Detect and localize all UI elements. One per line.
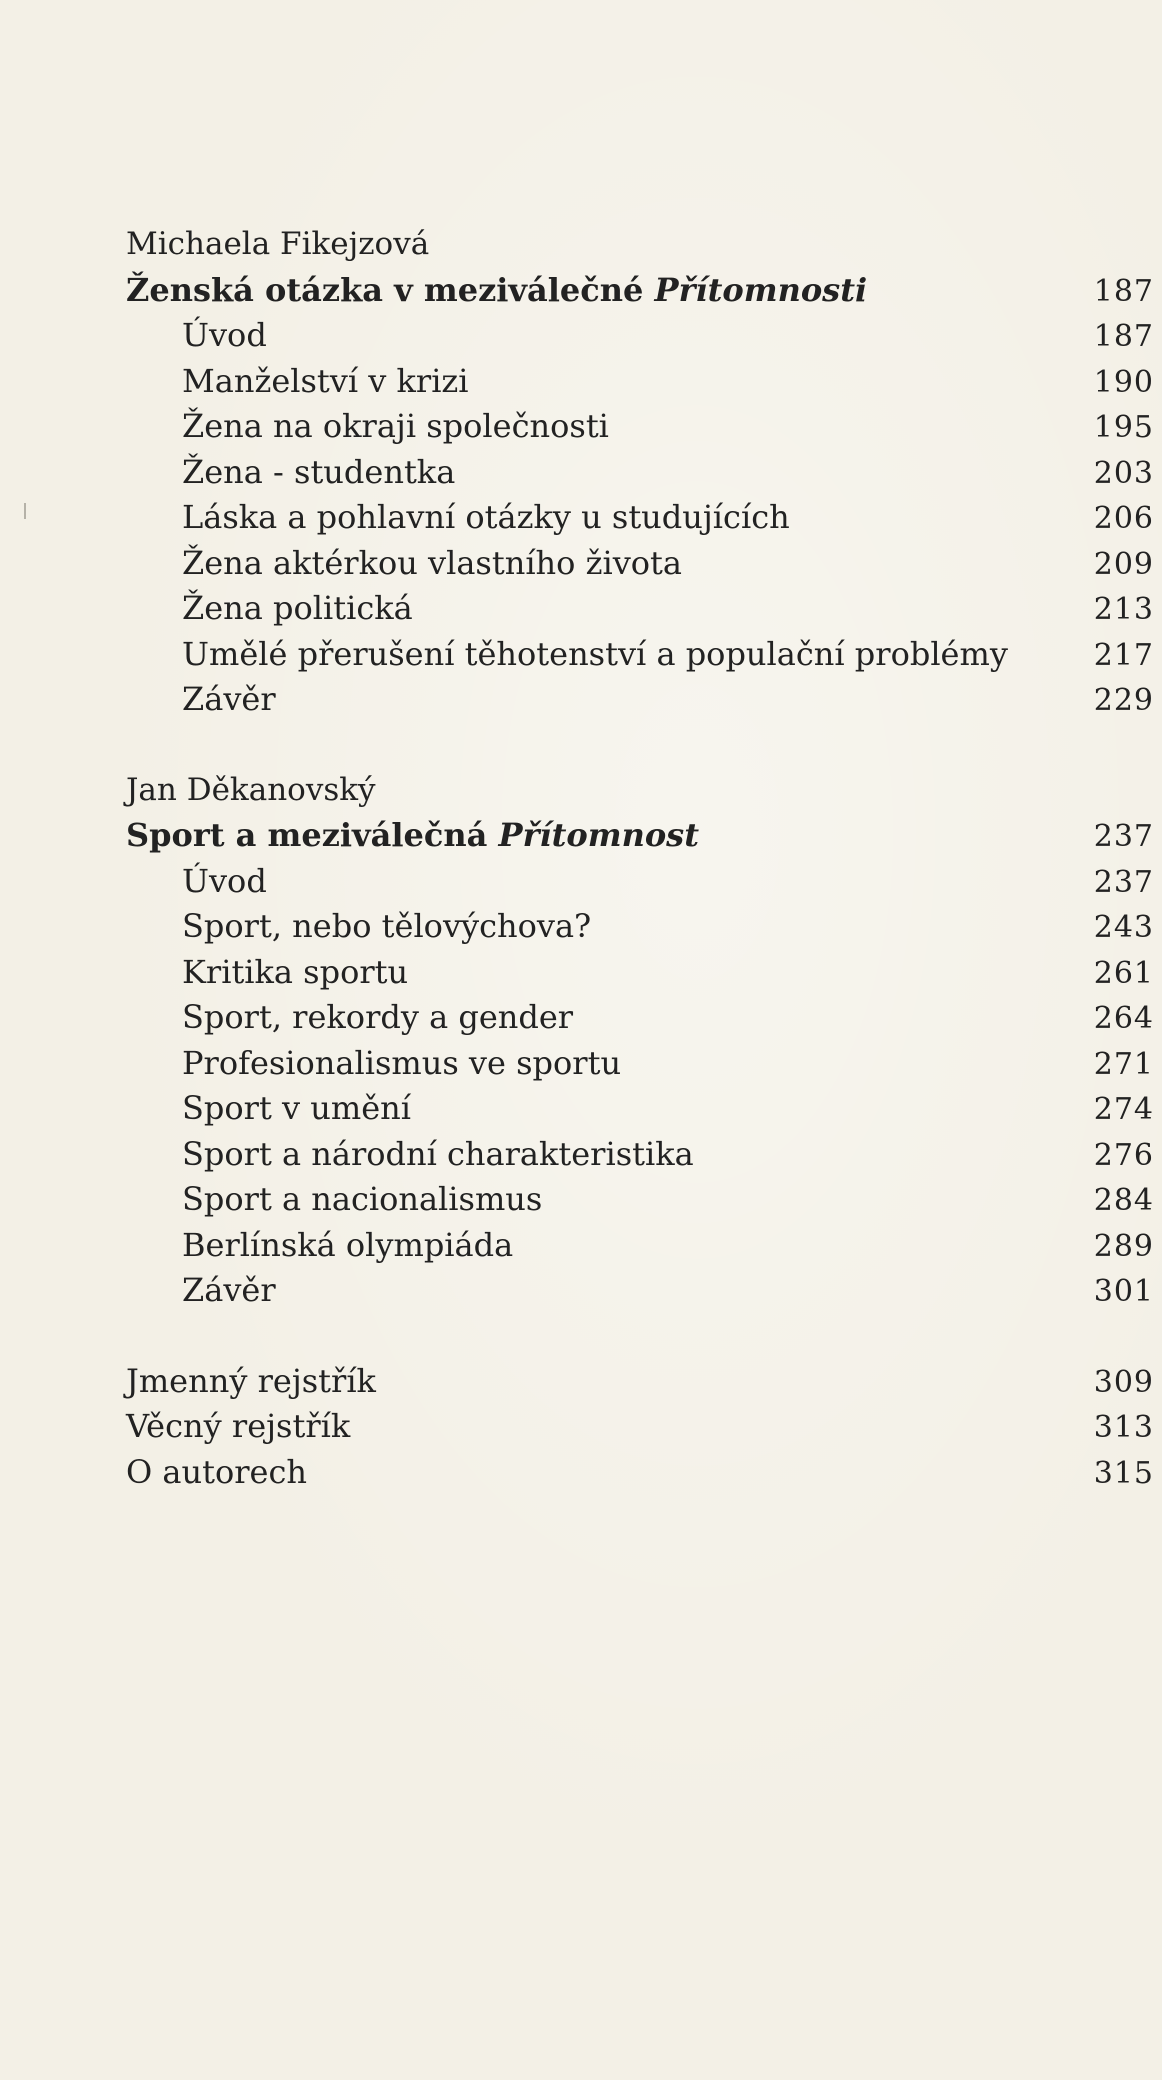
toc-entry[interactable] xyxy=(126,677,1154,723)
entry-label: Profesionalismus ve sportu xyxy=(182,1043,622,1082)
page-number: 237 xyxy=(1093,819,1154,854)
page-number: 206 xyxy=(1093,501,1154,536)
page-number: 313 xyxy=(1093,1410,1154,1445)
appendix-entry[interactable] xyxy=(126,1359,1154,1405)
page-number: 243 xyxy=(1093,910,1154,945)
chapter-title xyxy=(126,813,699,859)
entry-label: Věcný rejstřík xyxy=(126,1407,351,1445)
entry-label: Umělé přerušení těhotenství a populační problémy xyxy=(182,634,1008,673)
chapter-title-text: Sport a meziválečná xyxy=(126,816,499,854)
entry-label: Závěr xyxy=(182,1271,276,1309)
chapter-title-row[interactable] xyxy=(126,813,1154,859)
toc-section xyxy=(126,222,1154,723)
page-number: 209 xyxy=(1093,546,1154,582)
toc-appendix xyxy=(126,1359,1154,1496)
entry-label: Žena - studentka xyxy=(182,452,456,491)
chapter-title-text: Ženská otázka v meziválečné xyxy=(126,270,655,309)
page-number: 217 xyxy=(1093,637,1154,673)
entry-label: Láska a pohlavní otázky u studujících xyxy=(182,498,790,536)
entry-label: Manželství v krizi xyxy=(182,361,469,400)
toc-section xyxy=(126,768,1154,1314)
entry-label: Žena na okraji společnosti xyxy=(182,407,609,445)
page-number: 271 xyxy=(1093,1046,1154,1082)
print-mark xyxy=(24,503,26,519)
page-number: 264 xyxy=(1093,1001,1154,1036)
appendix-entry[interactable] xyxy=(126,1404,1154,1450)
toc-entry[interactable] xyxy=(126,1041,1154,1087)
chapter-title-italic: Přítomnost xyxy=(498,816,699,854)
page-number: 187 xyxy=(1093,273,1154,309)
toc-entry[interactable] xyxy=(126,1223,1154,1269)
page-number: 274 xyxy=(1093,1092,1154,1127)
toc-entry[interactable] xyxy=(126,359,1154,405)
chapter-title xyxy=(126,268,867,314)
appendix-entry[interactable] xyxy=(126,1450,1154,1496)
entry-label: Závěr xyxy=(182,680,276,718)
page-number: 301 xyxy=(1093,1274,1154,1309)
entry-label: Úvod xyxy=(182,861,267,900)
entry-label: Sport a národní charakteristika xyxy=(182,1134,694,1173)
page-number: 203 xyxy=(1093,455,1154,491)
page-number: 237 xyxy=(1093,864,1154,900)
page-number: 213 xyxy=(1093,592,1154,627)
entry-label: Žena politická xyxy=(182,589,413,627)
toc-entry[interactable] xyxy=(126,404,1154,450)
entry-label: Berlínská olympiáda xyxy=(182,1225,514,1264)
page-number: 284 xyxy=(1093,1183,1154,1218)
entry-label: O autorech xyxy=(126,1452,307,1491)
table-of-contents xyxy=(126,222,1154,1540)
toc-entry[interactable] xyxy=(126,586,1154,632)
entry-label: Sport a nacionalismus xyxy=(182,1180,543,1218)
toc-entry[interactable] xyxy=(126,904,1154,950)
toc-entry[interactable] xyxy=(126,1268,1154,1314)
entry-label: Úvod xyxy=(182,316,267,354)
toc-entry[interactable] xyxy=(126,859,1154,905)
chapter-author: Jan Děkanovský xyxy=(126,771,376,808)
toc-entry[interactable] xyxy=(126,313,1154,359)
entry-label: Kritika sportu xyxy=(182,952,409,991)
toc-entry[interactable] xyxy=(126,950,1154,996)
page-number: 309 xyxy=(1093,1364,1154,1400)
chapter-author: Michaela Fikejzová xyxy=(126,226,430,262)
page-number: 315 xyxy=(1093,1455,1154,1491)
chapter-title-row[interactable] xyxy=(126,268,1154,314)
toc-entry[interactable] xyxy=(126,995,1154,1041)
entry-label: Žena aktérkou vlastního života xyxy=(182,543,682,582)
page-number: 195 xyxy=(1093,410,1154,445)
toc-entry[interactable] xyxy=(126,495,1154,541)
page-number: 261 xyxy=(1093,955,1154,991)
page-number: 229 xyxy=(1093,683,1154,718)
entry-label: Jmenný rejstřík xyxy=(126,1361,376,1400)
entry-label: Sport v umění xyxy=(182,1089,411,1127)
entry-label: Sport, rekordy a gender xyxy=(182,998,574,1036)
entry-label: Sport, nebo tělovýchova? xyxy=(182,907,592,945)
toc-entry[interactable] xyxy=(126,1132,1154,1178)
toc-entry[interactable] xyxy=(126,1086,1154,1132)
page-number: 187 xyxy=(1093,319,1154,354)
page-number: 276 xyxy=(1093,1137,1154,1173)
toc-entry[interactable] xyxy=(126,1177,1154,1223)
toc-entry[interactable] xyxy=(126,541,1154,587)
toc-entry[interactable] xyxy=(126,450,1154,496)
page-number: 190 xyxy=(1093,364,1154,400)
chapter-title-italic: Přítomnosti xyxy=(654,270,868,309)
toc-entry[interactable] xyxy=(126,632,1154,678)
page-number: 289 xyxy=(1093,1228,1154,1264)
